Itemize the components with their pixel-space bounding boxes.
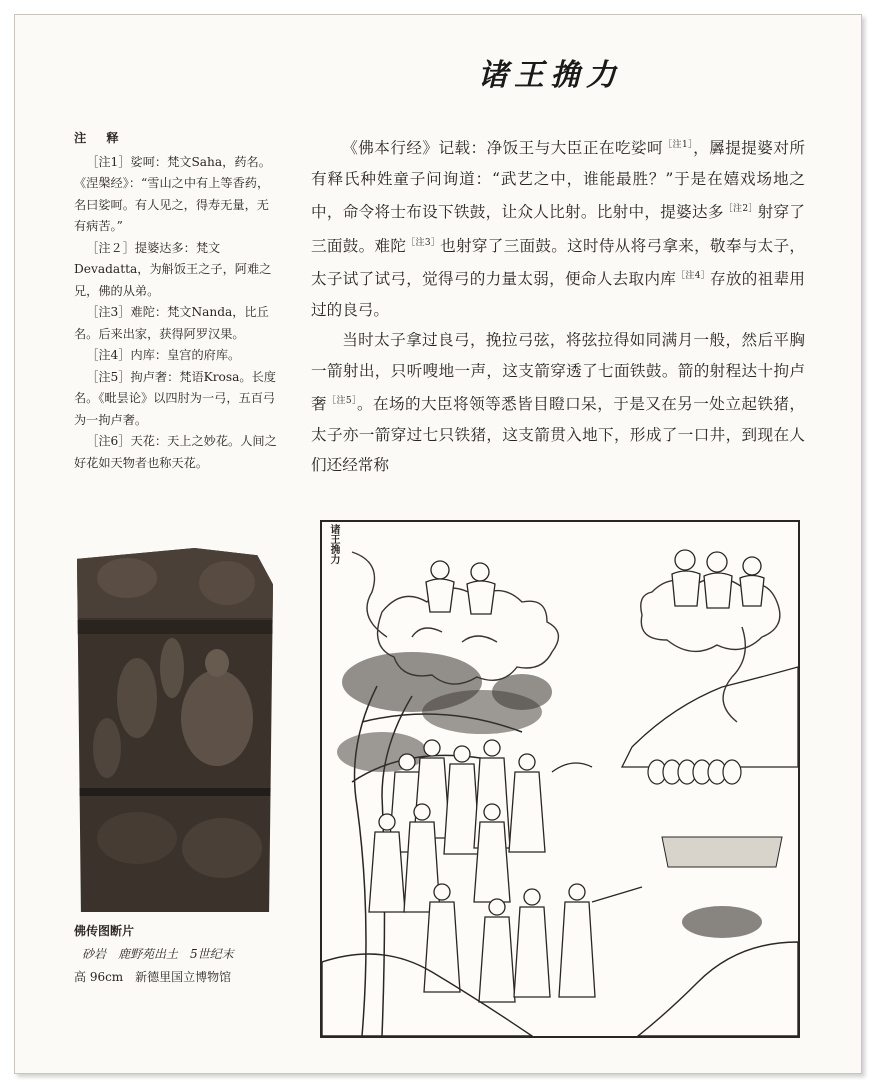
note-item: ［注3］难陀：梵文Nanda，比丘名。后来出家，获得阿罗汉果。 [74,305,269,341]
foliage [337,652,552,772]
note-ref: ［注3］ [406,237,441,248]
woodblock-illustration [320,520,800,1038]
text-run: ，羼提提婆对所有释氏种姓童子问询道：“武艺之中，谁能最胜？”于是在嬉戏场地之中，命令将士布设下铁鼓，让众人比射。比射中，提婆达多 [311,139,805,221]
caption-detail: 砂岩 鹿野苑出土 5世纪末 [82,947,234,961]
notes-column [74,128,280,474]
note-item: ［注5］拘卢奢：梵语Krosa。长度名。《毗昙论》以四肘为一弓，五百弓为一拘卢奢。 [74,369,276,427]
figures [369,740,595,1002]
note-item: ［注4］内库：皇宫的府库。 [86,348,241,362]
note-item: ［注1］娑呵：梵文Saha，药名。《涅槃经》：“雪山之中有上等香药，名曰娑呵。有人见之，得寿无量，无有病苦。” [74,154,271,233]
note-ref: ［注1］ [663,140,694,150]
caption-title: 佛传图断片 [74,924,135,938]
arrow [592,887,642,902]
photo-caption [74,920,284,989]
text-run: 存放的祖辈用过的良弓。 [311,270,805,319]
text-run: 也射穿了三面鼓。这时侍从将弓拿来，敬奉与太子，太子试了试弓，觉得弓的力量太弱，便命人去取内库 [311,236,805,288]
note-ref: ［注5］ [327,396,357,406]
text-run: 《佛本行经》记载：净饭王与大臣正在吃娑呵 [342,139,664,157]
iron-pigs [662,837,782,867]
text-run: 射穿了三面鼓。难陀 [311,203,805,255]
page-title: 诸王捔力 [478,58,622,93]
notes-heading: 注 释 [74,131,127,145]
bow [552,763,592,772]
relief-photo [77,548,273,912]
illustration-label: 诸王捔力 [328,524,339,564]
iron-drums [648,760,741,784]
body-text [311,130,805,481]
note-item: ［注２］提婆达多：梵文Devadatta，为斛饭王之子，阿难之兄，佛的从弟。 [74,240,272,298]
text-run: 。在场的大臣将领等悉皆目瞪口呆，于是又在另一处立起铁猪，太子亦一箭穿过七只铁猪，这支箭贯入地下，形成了一口井，到现在人们还经常称 [311,395,805,474]
body-paragraph-2 [311,325,805,481]
caption-detail: 高 96cm 新德里国立博物馆 [74,970,232,984]
body-paragraph-1 [311,130,805,325]
note-ref: ［注2］ [723,204,758,214]
text-run: 当时太子拿过良弓，挽拉弓弦，将弦拉得如同满月一般，然后平胸一箭射出，只听嗖地一声，这支箭穿透了七面铁鼓。箭的射程达十拘卢奢 [311,331,805,413]
note-item: ［注6］天花：天上之妙花。人间之好花如天物者也称天花。 [74,434,277,470]
note-ref: ［注4］ [676,271,710,281]
